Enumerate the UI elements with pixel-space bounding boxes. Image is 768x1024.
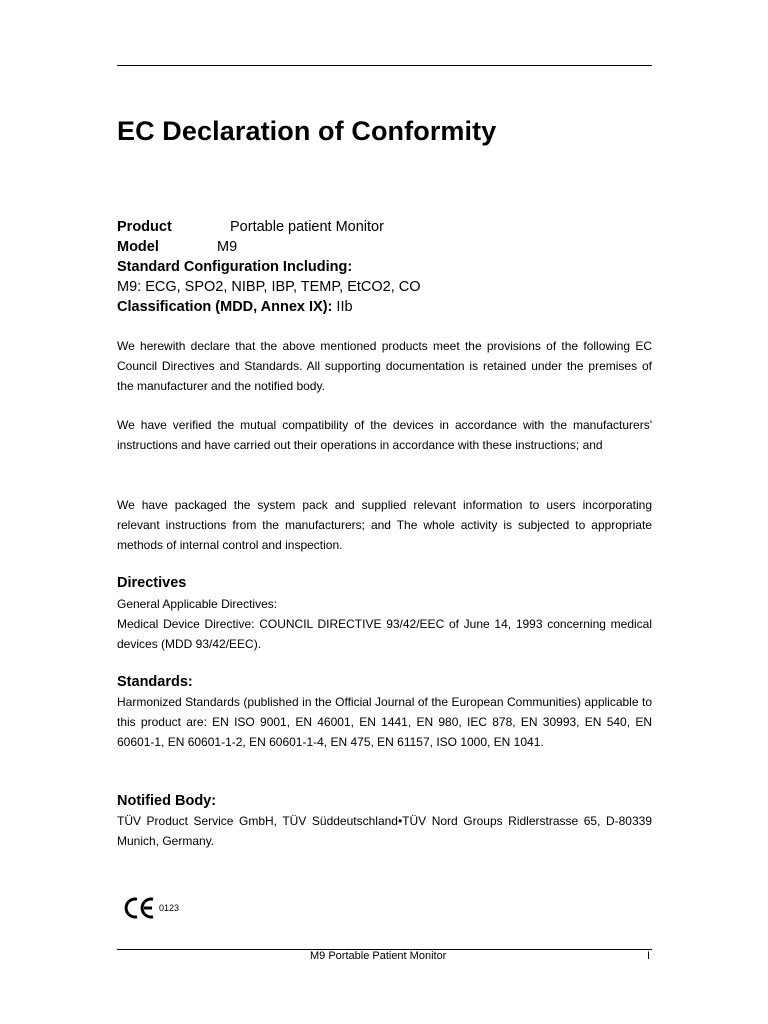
paragraph-packaging: We have packaged the system pack and supplied relevant information to users incorporating relevant instructions from the manufacturers; and The whole activity is subjected to appropriate methods of internal control and inspection. bbox=[117, 498, 652, 552]
directives-heading: Directives bbox=[117, 575, 187, 591]
classification-row bbox=[117, 297, 652, 317]
classification-label: Classification (MDD, Annex IX): bbox=[117, 299, 333, 315]
classification-value: IIb bbox=[336, 299, 353, 315]
paragraph-compatibility: We have verified the mutual compatibility of the devices in accordance with the manufacturers' instructions and have carried out their operations in accordance with these instructions; and bbox=[117, 418, 652, 452]
product-value: Portable patient Monitor bbox=[230, 219, 384, 235]
notified-body-heading: Notified Body: bbox=[117, 793, 217, 809]
standards-heading: Standards: bbox=[117, 674, 193, 690]
page-title: EC Declaration of Conformity bbox=[117, 116, 497, 146]
product-row bbox=[117, 217, 652, 237]
model-row bbox=[117, 237, 652, 257]
header-rule bbox=[117, 65, 652, 66]
notified-body-text: TÜV Product Service GmbH, TÜV Süddeutschland•TÜV Nord Groups Ridlerstrasse 65, D-80339 Munich, Germany. bbox=[117, 814, 652, 848]
standard-config-value-row bbox=[117, 277, 652, 297]
footer-title: M9 Portable Patient Monitor bbox=[310, 950, 447, 962]
product-label: Product bbox=[117, 219, 172, 235]
notified-body-number: 0123 bbox=[159, 903, 180, 913]
footer-page-number: I bbox=[647, 950, 651, 962]
paragraph-declaration: We herewith declare that the above mentioned products meet the provisions of the following EC Council Directives and Standards. All supporting documentation is retained under the premises of the manufacturer and the notified body. bbox=[117, 339, 652, 393]
standard-config-value: M9: ECG, SPO2, NIBP, IBP, TEMP, EtCO2, CO bbox=[117, 279, 421, 295]
directives-line1: General Applicable Directives: bbox=[117, 597, 278, 611]
model-value: M9 bbox=[217, 239, 238, 255]
standard-config-row bbox=[117, 257, 652, 277]
model-label: Model bbox=[117, 239, 159, 255]
standards-text: Harmonized Standards (published in the Official Journal of the European Communities) applicable to this product are: EN ISO 9001, EN 46001, EN 1441, EN 980, IEC 878, EN 30993, EN 540, EN 60601-1, EN 60601-1-2, EN 60601-1-4, EN 475, EN 61157, ISO 1000, EN 1041. bbox=[117, 695, 652, 749]
standard-config-label: Standard Configuration Including: bbox=[117, 259, 353, 275]
ce-mark-icon bbox=[124, 896, 156, 920]
directives-line2: Medical Device Directive: COUNCIL DIRECTIVE 93/42/EEC of June 14, 1993 concerning medical devices (MDD 93/42/EEC). bbox=[117, 617, 652, 651]
ce-mark bbox=[124, 896, 179, 920]
